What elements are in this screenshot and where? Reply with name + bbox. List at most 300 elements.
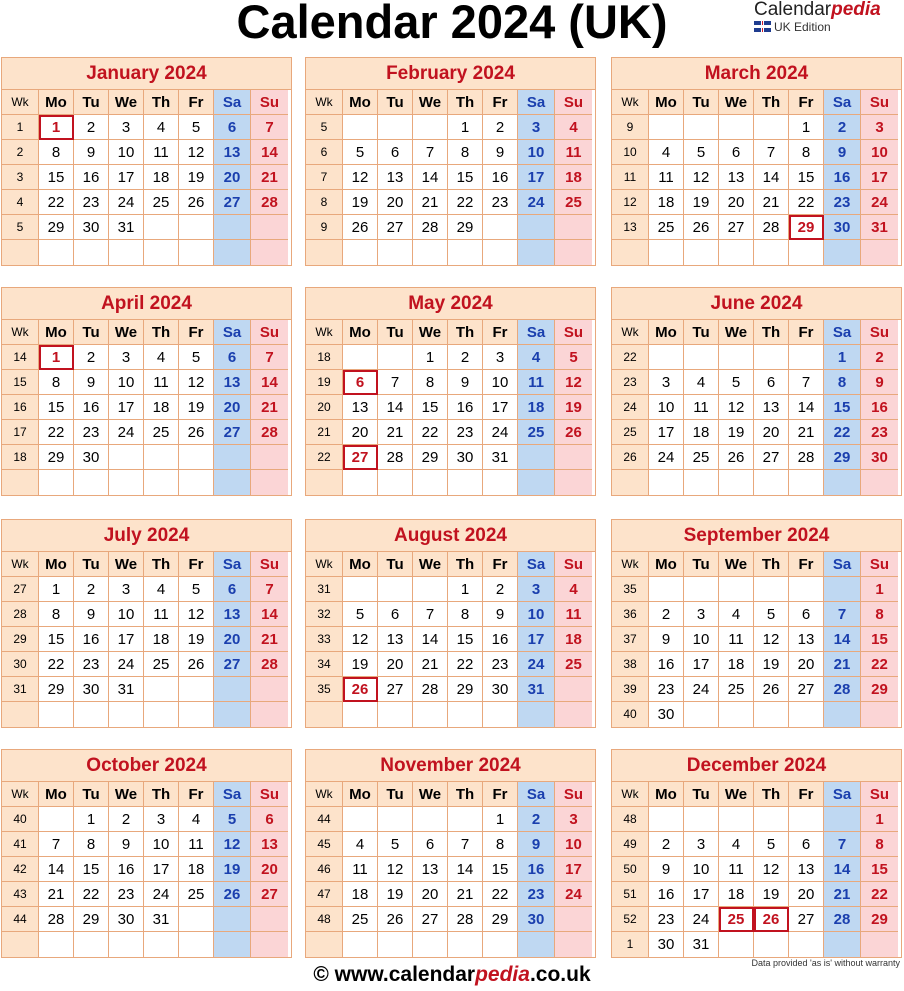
week-number-cell: 30 bbox=[2, 652, 39, 677]
month-title: January 2024 bbox=[2, 58, 291, 90]
weekday-header: Th bbox=[144, 782, 179, 807]
day-cell: 5 bbox=[555, 345, 592, 370]
week-number-cell: 37 bbox=[612, 627, 649, 652]
week-number-header: Wk bbox=[2, 552, 39, 577]
week-row bbox=[306, 627, 595, 652]
weekday-header: Sa bbox=[214, 552, 251, 577]
weekday-header: We bbox=[109, 320, 144, 345]
day-cell: 5 bbox=[179, 115, 214, 140]
day-cell: 9 bbox=[74, 370, 109, 395]
day-cell: 27 bbox=[214, 420, 251, 445]
day-cell: 31 bbox=[684, 932, 719, 957]
day-cell: 14 bbox=[824, 627, 861, 652]
day-cell bbox=[144, 445, 179, 470]
day-cell: 18 bbox=[684, 420, 719, 445]
week-row bbox=[2, 857, 291, 882]
week-number-cell: 49 bbox=[612, 832, 649, 857]
week-row bbox=[612, 370, 901, 395]
day-cell bbox=[413, 702, 448, 727]
weekday-header: Sa bbox=[214, 782, 251, 807]
day-cell: 20 bbox=[214, 627, 251, 652]
day-cell: 21 bbox=[413, 652, 448, 677]
day-cell bbox=[518, 470, 555, 495]
day-cell: 20 bbox=[378, 190, 413, 215]
day-cell bbox=[754, 345, 789, 370]
month-table bbox=[1, 749, 292, 958]
day-cell: 11 bbox=[518, 370, 555, 395]
week-row bbox=[2, 627, 291, 652]
day-cell: 4 bbox=[179, 807, 214, 832]
day-cell: 7 bbox=[448, 832, 483, 857]
day-cell: 8 bbox=[861, 602, 898, 627]
week-number-cell: 31 bbox=[306, 577, 343, 602]
day-cell: 26 bbox=[343, 215, 378, 240]
day-cell: 2 bbox=[74, 115, 109, 140]
day-cell bbox=[179, 215, 214, 240]
day-cell: 12 bbox=[343, 627, 378, 652]
day-cell: 12 bbox=[343, 165, 378, 190]
day-cell: 18 bbox=[555, 165, 592, 190]
day-cell: 10 bbox=[684, 857, 719, 882]
day-cell bbox=[109, 240, 144, 265]
day-cell: 25 bbox=[179, 882, 214, 907]
day-cell bbox=[343, 470, 378, 495]
day-cell bbox=[649, 577, 684, 602]
day-cell: 22 bbox=[861, 882, 898, 907]
weekday-header-row bbox=[2, 320, 291, 345]
month-table bbox=[1, 287, 292, 496]
day-cell: 3 bbox=[684, 602, 719, 627]
weekday-header: Fr bbox=[483, 782, 518, 807]
day-cell: 23 bbox=[649, 907, 684, 932]
day-cell: 11 bbox=[649, 165, 684, 190]
week-number-cell: 1 bbox=[612, 932, 649, 957]
day-cell: 12 bbox=[555, 370, 592, 395]
week-number-cell bbox=[306, 932, 343, 957]
day-cell bbox=[789, 470, 824, 495]
day-cell bbox=[109, 445, 144, 470]
week-number-cell bbox=[2, 702, 39, 727]
weekday-header: Su bbox=[861, 782, 898, 807]
day-cell: 13 bbox=[343, 395, 378, 420]
day-cell: 6 bbox=[214, 115, 251, 140]
week-row bbox=[612, 420, 901, 445]
day-cell bbox=[179, 240, 214, 265]
day-cell bbox=[144, 240, 179, 265]
day-cell: 7 bbox=[754, 140, 789, 165]
day-cell: 6 bbox=[789, 832, 824, 857]
day-cell: 18 bbox=[555, 627, 592, 652]
day-cell: 13 bbox=[214, 370, 251, 395]
day-cell bbox=[824, 932, 861, 957]
weekday-header: Sa bbox=[214, 90, 251, 115]
weekday-header: We bbox=[719, 782, 754, 807]
day-cell bbox=[251, 470, 288, 495]
day-cell: 28 bbox=[251, 190, 288, 215]
day-cell: 24 bbox=[861, 190, 898, 215]
weekday-header: Th bbox=[754, 320, 789, 345]
weekday-header: Su bbox=[555, 552, 592, 577]
day-cell: 31 bbox=[144, 907, 179, 932]
day-cell: 14 bbox=[378, 395, 413, 420]
day-cell bbox=[649, 345, 684, 370]
day-cell: 7 bbox=[413, 140, 448, 165]
week-number-cell: 6 bbox=[306, 140, 343, 165]
day-cell: 28 bbox=[251, 652, 288, 677]
day-cell bbox=[251, 240, 288, 265]
week-number-cell: 26 bbox=[612, 445, 649, 470]
day-cell bbox=[74, 702, 109, 727]
day-cell: 16 bbox=[448, 395, 483, 420]
day-cell: 19 bbox=[179, 627, 214, 652]
day-cell bbox=[214, 907, 251, 932]
week-number-cell: 36 bbox=[612, 602, 649, 627]
day-cell: 8 bbox=[789, 140, 824, 165]
week-number-header: Wk bbox=[612, 552, 649, 577]
week-row bbox=[2, 907, 291, 932]
week-row bbox=[306, 882, 595, 907]
month-table bbox=[305, 519, 596, 728]
day-cell: 24 bbox=[483, 420, 518, 445]
day-cell: 3 bbox=[109, 577, 144, 602]
day-cell: 17 bbox=[109, 395, 144, 420]
week-number-cell: 43 bbox=[2, 882, 39, 907]
week-row bbox=[306, 345, 595, 370]
day-cell: 29 bbox=[413, 445, 448, 470]
weekday-header: Th bbox=[448, 782, 483, 807]
week-row bbox=[612, 140, 901, 165]
day-cell: 21 bbox=[413, 190, 448, 215]
day-cell: 10 bbox=[555, 832, 592, 857]
day-cell: 7 bbox=[824, 832, 861, 857]
day-cell: 14 bbox=[824, 857, 861, 882]
day-cell: 23 bbox=[518, 882, 555, 907]
day-cell bbox=[824, 702, 861, 727]
week-row bbox=[306, 240, 595, 265]
weekday-header: Fr bbox=[179, 782, 214, 807]
day-cell bbox=[861, 240, 898, 265]
day-cell: 30 bbox=[483, 677, 518, 702]
weekday-header: We bbox=[719, 552, 754, 577]
day-cell: 19 bbox=[555, 395, 592, 420]
day-cell: 26 bbox=[555, 420, 592, 445]
day-cell: 17 bbox=[555, 857, 592, 882]
day-cell: 29 bbox=[824, 445, 861, 470]
day-cell bbox=[214, 677, 251, 702]
weekday-header: Sa bbox=[824, 782, 861, 807]
weekday-header: Sa bbox=[824, 552, 861, 577]
week-row bbox=[306, 652, 595, 677]
day-cell: 19 bbox=[179, 395, 214, 420]
week-number-cell: 25 bbox=[612, 420, 649, 445]
week-row bbox=[306, 602, 595, 627]
day-cell bbox=[684, 345, 719, 370]
day-cell bbox=[789, 240, 824, 265]
weekday-header: Fr bbox=[483, 552, 518, 577]
month-title: May 2024 bbox=[306, 288, 595, 320]
day-cell: 18 bbox=[179, 857, 214, 882]
day-cell: 10 bbox=[861, 140, 898, 165]
day-cell: 10 bbox=[144, 832, 179, 857]
day-cell bbox=[518, 215, 555, 240]
day-cell: 16 bbox=[824, 165, 861, 190]
day-cell bbox=[555, 470, 592, 495]
month-title: August 2024 bbox=[306, 520, 595, 552]
day-cell: 15 bbox=[483, 857, 518, 882]
day-cell: 1 bbox=[861, 577, 898, 602]
calendarpedia-logo[interactable] bbox=[754, 0, 904, 34]
day-cell: 28 bbox=[754, 215, 789, 240]
week-number-cell: 46 bbox=[306, 857, 343, 882]
week-row bbox=[306, 420, 595, 445]
day-cell: 30 bbox=[824, 215, 861, 240]
holiday-day-cell: 25 bbox=[719, 907, 754, 932]
day-cell bbox=[179, 932, 214, 957]
day-cell bbox=[378, 240, 413, 265]
week-row bbox=[612, 445, 901, 470]
weekday-header: Mo bbox=[39, 90, 74, 115]
day-cell: 5 bbox=[343, 602, 378, 627]
day-cell: 26 bbox=[684, 215, 719, 240]
day-cell: 26 bbox=[719, 445, 754, 470]
day-cell bbox=[251, 932, 288, 957]
day-cell bbox=[719, 240, 754, 265]
week-number-cell: 20 bbox=[306, 395, 343, 420]
day-cell: 9 bbox=[448, 370, 483, 395]
day-cell: 26 bbox=[179, 420, 214, 445]
day-cell bbox=[413, 932, 448, 957]
day-cell: 21 bbox=[824, 882, 861, 907]
day-cell: 20 bbox=[789, 652, 824, 677]
weekday-header: Mo bbox=[39, 552, 74, 577]
day-cell bbox=[754, 932, 789, 957]
day-cell: 1 bbox=[824, 345, 861, 370]
day-cell: 6 bbox=[413, 832, 448, 857]
day-cell: 26 bbox=[179, 190, 214, 215]
week-row bbox=[306, 395, 595, 420]
day-cell: 15 bbox=[39, 165, 74, 190]
day-cell: 30 bbox=[74, 215, 109, 240]
week-row bbox=[612, 470, 901, 495]
week-row bbox=[306, 165, 595, 190]
logo-accent: pedia bbox=[831, 0, 881, 20]
day-cell bbox=[413, 470, 448, 495]
day-cell: 27 bbox=[251, 882, 288, 907]
day-cell bbox=[754, 807, 789, 832]
day-cell: 22 bbox=[39, 420, 74, 445]
weekday-header: Su bbox=[861, 90, 898, 115]
day-cell bbox=[448, 807, 483, 832]
week-number-cell: 8 bbox=[306, 190, 343, 215]
week-number-cell: 2 bbox=[2, 140, 39, 165]
day-cell bbox=[343, 807, 378, 832]
day-cell bbox=[179, 470, 214, 495]
day-cell: 21 bbox=[824, 652, 861, 677]
day-cell: 11 bbox=[179, 832, 214, 857]
day-cell bbox=[413, 115, 448, 140]
month-title: September 2024 bbox=[612, 520, 901, 552]
day-cell: 24 bbox=[684, 907, 719, 932]
week-row bbox=[612, 627, 901, 652]
day-cell: 4 bbox=[555, 577, 592, 602]
day-cell: 16 bbox=[74, 395, 109, 420]
week-row bbox=[306, 140, 595, 165]
week-number-cell: 3 bbox=[2, 165, 39, 190]
day-cell: 18 bbox=[144, 395, 179, 420]
day-cell: 24 bbox=[518, 190, 555, 215]
day-cell: 5 bbox=[719, 370, 754, 395]
weekday-header: Su bbox=[555, 320, 592, 345]
day-cell bbox=[109, 702, 144, 727]
day-cell bbox=[719, 807, 754, 832]
week-number-cell: 40 bbox=[612, 702, 649, 727]
weekday-header: Fr bbox=[483, 320, 518, 345]
day-cell: 9 bbox=[518, 832, 555, 857]
day-cell: 12 bbox=[179, 370, 214, 395]
day-cell: 14 bbox=[413, 627, 448, 652]
day-cell bbox=[684, 115, 719, 140]
day-cell: 3 bbox=[109, 115, 144, 140]
day-cell bbox=[518, 240, 555, 265]
week-row bbox=[306, 370, 595, 395]
day-cell bbox=[861, 932, 898, 957]
week-row bbox=[2, 345, 291, 370]
day-cell: 17 bbox=[483, 395, 518, 420]
week-row bbox=[306, 907, 595, 932]
day-cell bbox=[789, 577, 824, 602]
week-row bbox=[612, 807, 901, 832]
weekday-header: Fr bbox=[483, 90, 518, 115]
week-number-cell bbox=[2, 470, 39, 495]
day-cell: 31 bbox=[109, 677, 144, 702]
day-cell: 19 bbox=[378, 882, 413, 907]
week-row bbox=[612, 165, 901, 190]
day-cell bbox=[214, 932, 251, 957]
day-cell: 11 bbox=[144, 140, 179, 165]
day-cell: 22 bbox=[39, 190, 74, 215]
day-cell: 27 bbox=[719, 215, 754, 240]
week-number-cell: 44 bbox=[2, 907, 39, 932]
day-cell: 25 bbox=[144, 652, 179, 677]
week-number-cell: 7 bbox=[306, 165, 343, 190]
day-cell: 16 bbox=[483, 165, 518, 190]
week-row bbox=[612, 115, 901, 140]
week-row bbox=[2, 807, 291, 832]
day-cell bbox=[861, 702, 898, 727]
day-cell: 9 bbox=[483, 140, 518, 165]
day-cell bbox=[448, 470, 483, 495]
week-row bbox=[306, 470, 595, 495]
holiday-day-cell: 1 bbox=[39, 115, 74, 140]
day-cell: 28 bbox=[378, 445, 413, 470]
day-cell bbox=[789, 345, 824, 370]
day-cell: 20 bbox=[413, 882, 448, 907]
day-cell bbox=[413, 240, 448, 265]
day-cell bbox=[719, 470, 754, 495]
weekday-header: Fr bbox=[179, 90, 214, 115]
day-cell: 1 bbox=[74, 807, 109, 832]
weekday-header: Fr bbox=[179, 320, 214, 345]
day-cell: 4 bbox=[684, 370, 719, 395]
week-row bbox=[612, 345, 901, 370]
day-cell: 21 bbox=[789, 420, 824, 445]
week-number-header: Wk bbox=[612, 90, 649, 115]
day-cell: 20 bbox=[378, 652, 413, 677]
day-cell: 21 bbox=[754, 190, 789, 215]
week-number-cell: 22 bbox=[306, 445, 343, 470]
week-row bbox=[612, 577, 901, 602]
week-number-header: Wk bbox=[2, 320, 39, 345]
weekday-header: Tu bbox=[378, 782, 413, 807]
day-cell bbox=[754, 115, 789, 140]
week-number-cell: 13 bbox=[612, 215, 649, 240]
weekday-header: Th bbox=[448, 320, 483, 345]
week-number-cell bbox=[306, 702, 343, 727]
day-cell bbox=[483, 215, 518, 240]
day-cell: 10 bbox=[684, 627, 719, 652]
weekday-header: We bbox=[719, 90, 754, 115]
day-cell: 27 bbox=[378, 677, 413, 702]
day-cell: 22 bbox=[74, 882, 109, 907]
day-cell: 25 bbox=[343, 907, 378, 932]
weekday-header: Tu bbox=[378, 552, 413, 577]
day-cell bbox=[251, 677, 288, 702]
month-title: March 2024 bbox=[612, 58, 901, 90]
day-cell: 1 bbox=[789, 115, 824, 140]
day-cell: 17 bbox=[861, 165, 898, 190]
month-table bbox=[1, 57, 292, 266]
day-cell: 8 bbox=[448, 140, 483, 165]
month-table bbox=[611, 749, 902, 958]
weekday-header: Sa bbox=[824, 90, 861, 115]
day-cell bbox=[378, 577, 413, 602]
week-row bbox=[2, 882, 291, 907]
day-cell bbox=[39, 470, 74, 495]
weekday-header: Mo bbox=[649, 320, 684, 345]
week-number-cell: 9 bbox=[612, 115, 649, 140]
day-cell bbox=[719, 115, 754, 140]
day-cell: 12 bbox=[179, 140, 214, 165]
weekday-header: We bbox=[719, 320, 754, 345]
week-row bbox=[2, 420, 291, 445]
day-cell: 8 bbox=[483, 832, 518, 857]
day-cell bbox=[789, 932, 824, 957]
day-cell bbox=[754, 577, 789, 602]
weekday-header: Sa bbox=[824, 320, 861, 345]
weekday-header: We bbox=[109, 552, 144, 577]
logo-edition bbox=[754, 20, 904, 34]
week-number-cell: 32 bbox=[306, 602, 343, 627]
day-cell: 22 bbox=[39, 652, 74, 677]
weekday-header: Mo bbox=[343, 782, 378, 807]
day-cell: 5 bbox=[343, 140, 378, 165]
week-number-header: Wk bbox=[306, 552, 343, 577]
week-row bbox=[2, 140, 291, 165]
day-cell: 14 bbox=[251, 602, 288, 627]
day-cell: 15 bbox=[824, 395, 861, 420]
week-number-cell bbox=[306, 240, 343, 265]
day-cell bbox=[861, 470, 898, 495]
week-number-header: Wk bbox=[612, 320, 649, 345]
day-cell: 1 bbox=[483, 807, 518, 832]
day-cell: 15 bbox=[413, 395, 448, 420]
day-cell: 5 bbox=[179, 345, 214, 370]
day-cell bbox=[413, 807, 448, 832]
day-cell bbox=[754, 240, 789, 265]
weekday-header: Fr bbox=[789, 90, 824, 115]
week-number-cell: 17 bbox=[2, 420, 39, 445]
day-cell: 2 bbox=[861, 345, 898, 370]
